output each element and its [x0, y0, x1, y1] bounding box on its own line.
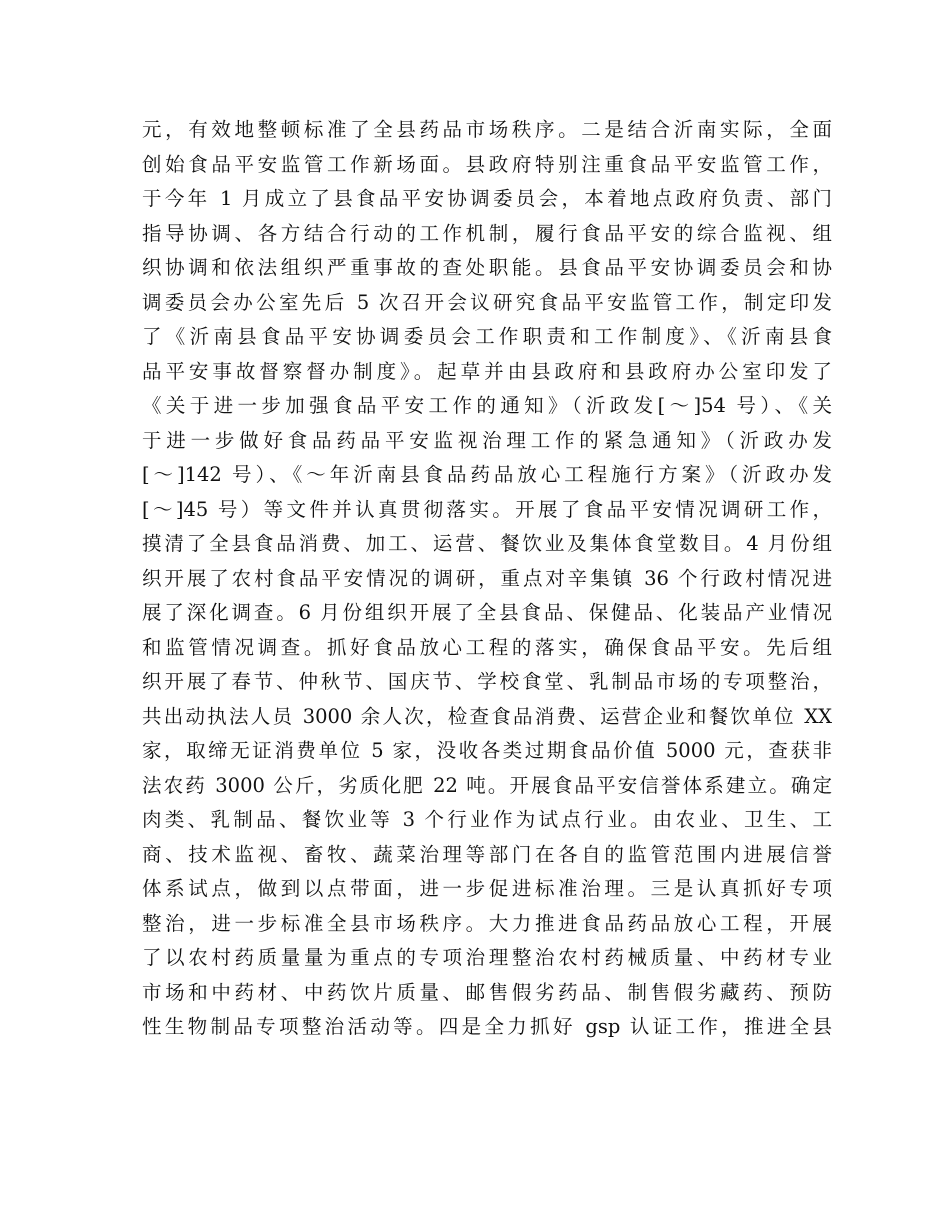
text-line: 于今年 1 月成立了县食品平安协调委员会，本着地点政府负责、部门 — [142, 187, 832, 210]
text-line: 市场和中药材、中药饮片质量、邮售假劣药品、制售假劣藏药、预防 — [142, 980, 832, 1004]
text-line: 织开展了农村食品平安情况的调研，重点对辛集镇 36 个行政村情况进 — [142, 566, 832, 590]
text-line: [～]45 号）等文件并认真贯彻落实。开展了食品平安情况调研工作， — [142, 497, 832, 521]
text-line: 创始食品平安监管工作新场面。县政府特别注重食品平安监管工作， — [142, 152, 832, 176]
text-line: [～]142 号）、《～年沂南县食品药品放心工程施行方案》（沂政办发 — [142, 463, 832, 486]
text-line: 了以农村药质量量为重点的专项治理整治农村药械质量、中药材专业 — [142, 946, 832, 969]
text-line: 性生物制品专项整治活动等。四是全力抓好 gsp 认证工作，推进全县 — [142, 1015, 832, 1038]
text-line: 整治，进一步标准全县市场秩序。大力推进食品药品放心工程，开展 — [142, 911, 832, 935]
body-text — [142, 113, 832, 1045]
text-line: 品平安事故督察督办制度》。起草并由县政府和县政府办公室印发了 — [142, 359, 832, 383]
text-line: 共出动执法人员 3000 余人次，检查食品消费、运营企业和餐饮单位 XX — [142, 704, 832, 728]
text-line: 于进一步做好食品药品平安监视治理工作的紧急通知》（沂政办发 — [142, 428, 832, 452]
text-line: 调委员会办公室先后 5 次召开会议研究食品平安监管工作，制定印发 — [142, 290, 832, 314]
text-line: 和监管情况调查。抓好食品放心工程的落实，确保食品平安。先后组 — [142, 635, 832, 659]
text-line: 《关于进一步加强食品平安工作的通知》（沂政发[～]54 号）、《关 — [142, 394, 832, 417]
text-line: 摸清了全县食品消费、加工、运营、餐饮业及集体食堂数目。4 月份组 — [142, 532, 832, 555]
text-line: 家，取缔无证消费单位 5 家，没收各类过期食品价值 5000 元，查获非 — [142, 739, 832, 762]
text-line: 元，有效地整顿标准了全县药品市场秩序。二是结合沂南实际，全面 — [142, 118, 832, 141]
text-line: 织协调和依法组织严重事故的查处职能。县食品平安协调委员会和协 — [142, 256, 832, 279]
text-line: 体系试点，做到以点带面，进一步促进标准治理。三是认真抓好专项 — [142, 877, 832, 900]
text-line: 展了深化调查。6 月份组织开展了全县食品、保健品、化装品产业情况 — [142, 601, 832, 624]
text-line: 织开展了春节、仲秋节、国庆节、学校食堂、乳制品市场的专项整治， — [142, 670, 832, 693]
text-line: 法农药 3000 公斤，劣质化肥 22 吨。开展食品平安信誉体系建立。确定 — [142, 773, 832, 797]
text-line: 了《沂南县食品平安协调委员会工作职责和工作制度》、《沂南县食 — [142, 325, 832, 348]
text-line: 肉类、乳制品、餐饮业等 3 个行业作为试点行业。由农业、卫生、工 — [142, 808, 832, 831]
text-line: 商、技术监视、畜牧、蔬菜治理等部门在各自的监管范围内进展信誉 — [142, 842, 832, 866]
text-line: 指导协调、各方结合行动的工作机制，履行食品平安的综合监视、组 — [142, 221, 832, 245]
